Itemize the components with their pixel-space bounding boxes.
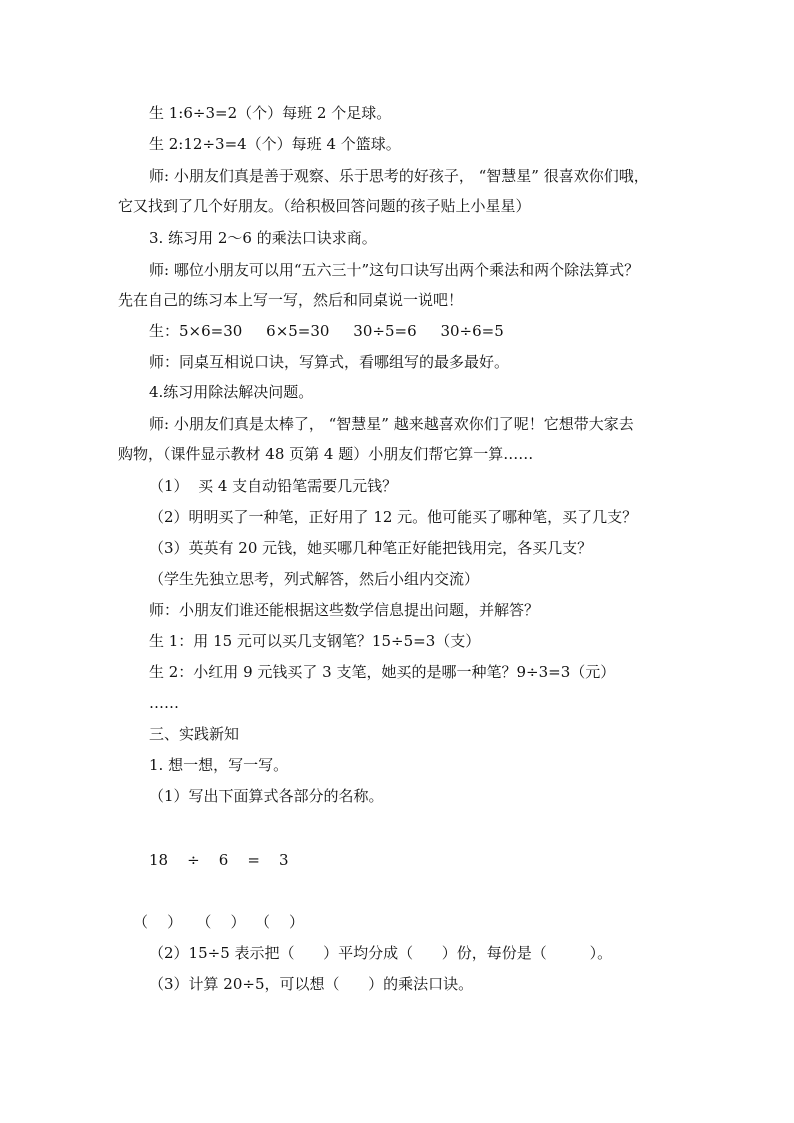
text-line-14: （2）明明买了一种笔，正好用了 12 元。他可能买了哪种笔，买了几支？ [149, 508, 638, 526]
section-heading: 三、实践新知 [149, 725, 240, 743]
text-line-2: 生 2:12÷3=4（个）每班 4 个篮球。 [149, 135, 401, 153]
text-line-12: 购物，（课件显示教材 48 页第 4 题）小朋友们帮它算一算…… [118, 445, 534, 463]
text-line-20: …… [149, 694, 179, 712]
text-line-3: 师: 小朋友们真是善于观察、乐于思考的好孩子， “智慧星” 很喜欢你们哦， [149, 167, 649, 185]
text-line-26: （2）15÷5 表示把（ ）平均分成（ ）份，每份是（ ）。 [149, 944, 613, 962]
text-line-1: 生 1:6÷3=2（个）每班 2 个足球。 [149, 104, 392, 122]
text-line-8: 生：5×6=30 6×5=30 30÷5=6 30÷6=5 [149, 322, 504, 340]
text-line-27: （3）计算 20÷5，可以想（ ）的乘法口诀。 [149, 975, 474, 993]
text-line-7: 先在自己的练习本上写一写，然后和同桌说一说吧！ [118, 291, 464, 309]
equation-line: 18 ÷ 6 = 3 [149, 851, 289, 869]
text-line-13: （1） 买 4 支自动铅笔需要几元钱？ [149, 477, 398, 495]
text-line-15: （3）英英有 20 元钱，她买哪几种笔正好能把钱用完，各买几支？ [149, 539, 593, 557]
text-line-16: （学生先独立思考，列式解答，然后小组内交流） [149, 570, 480, 588]
text-line-17: 师：小朋友们谁还能根据这些数学信息提出问题，并解答？ [149, 601, 540, 619]
text-line-9: 师：同桌互相说口诀，写算式，看哪组写的最多最好。 [149, 353, 510, 371]
text-line-19: 生 2：小红用 9 元钱买了 3 支笔，她买的是哪一种笔？9÷3=3（元） [149, 663, 616, 681]
text-line-23: （1）写出下面算式各部分的名称。 [149, 787, 384, 805]
text-line-6: 师: 哪位小朋友可以用“五六三十”这句口诀写出两个乘法和两个除法算式？ [149, 261, 640, 279]
text-line-22: 1. 想一想，写一写。 [149, 756, 289, 774]
blank-labels-line: （ ） （ ） （ ） [133, 913, 305, 931]
text-line-4: 它又找到了几个好朋友。（给积极回答问题的孩子贴上小星星） [118, 197, 531, 215]
text-line-11: 师: 小朋友们真是太棒了， “智慧星” 越来越喜欢你们了呢！它想带大家去 [149, 415, 634, 433]
text-line-5: 3. 练习用 2～6 的乘法口诀求商。 [149, 229, 377, 247]
text-line-18: 生 1：用 15 元可以买几支钢笔？15÷5=3（支） [149, 632, 481, 650]
text-line-10: 4.练习用除法解决问题。 [149, 383, 314, 401]
